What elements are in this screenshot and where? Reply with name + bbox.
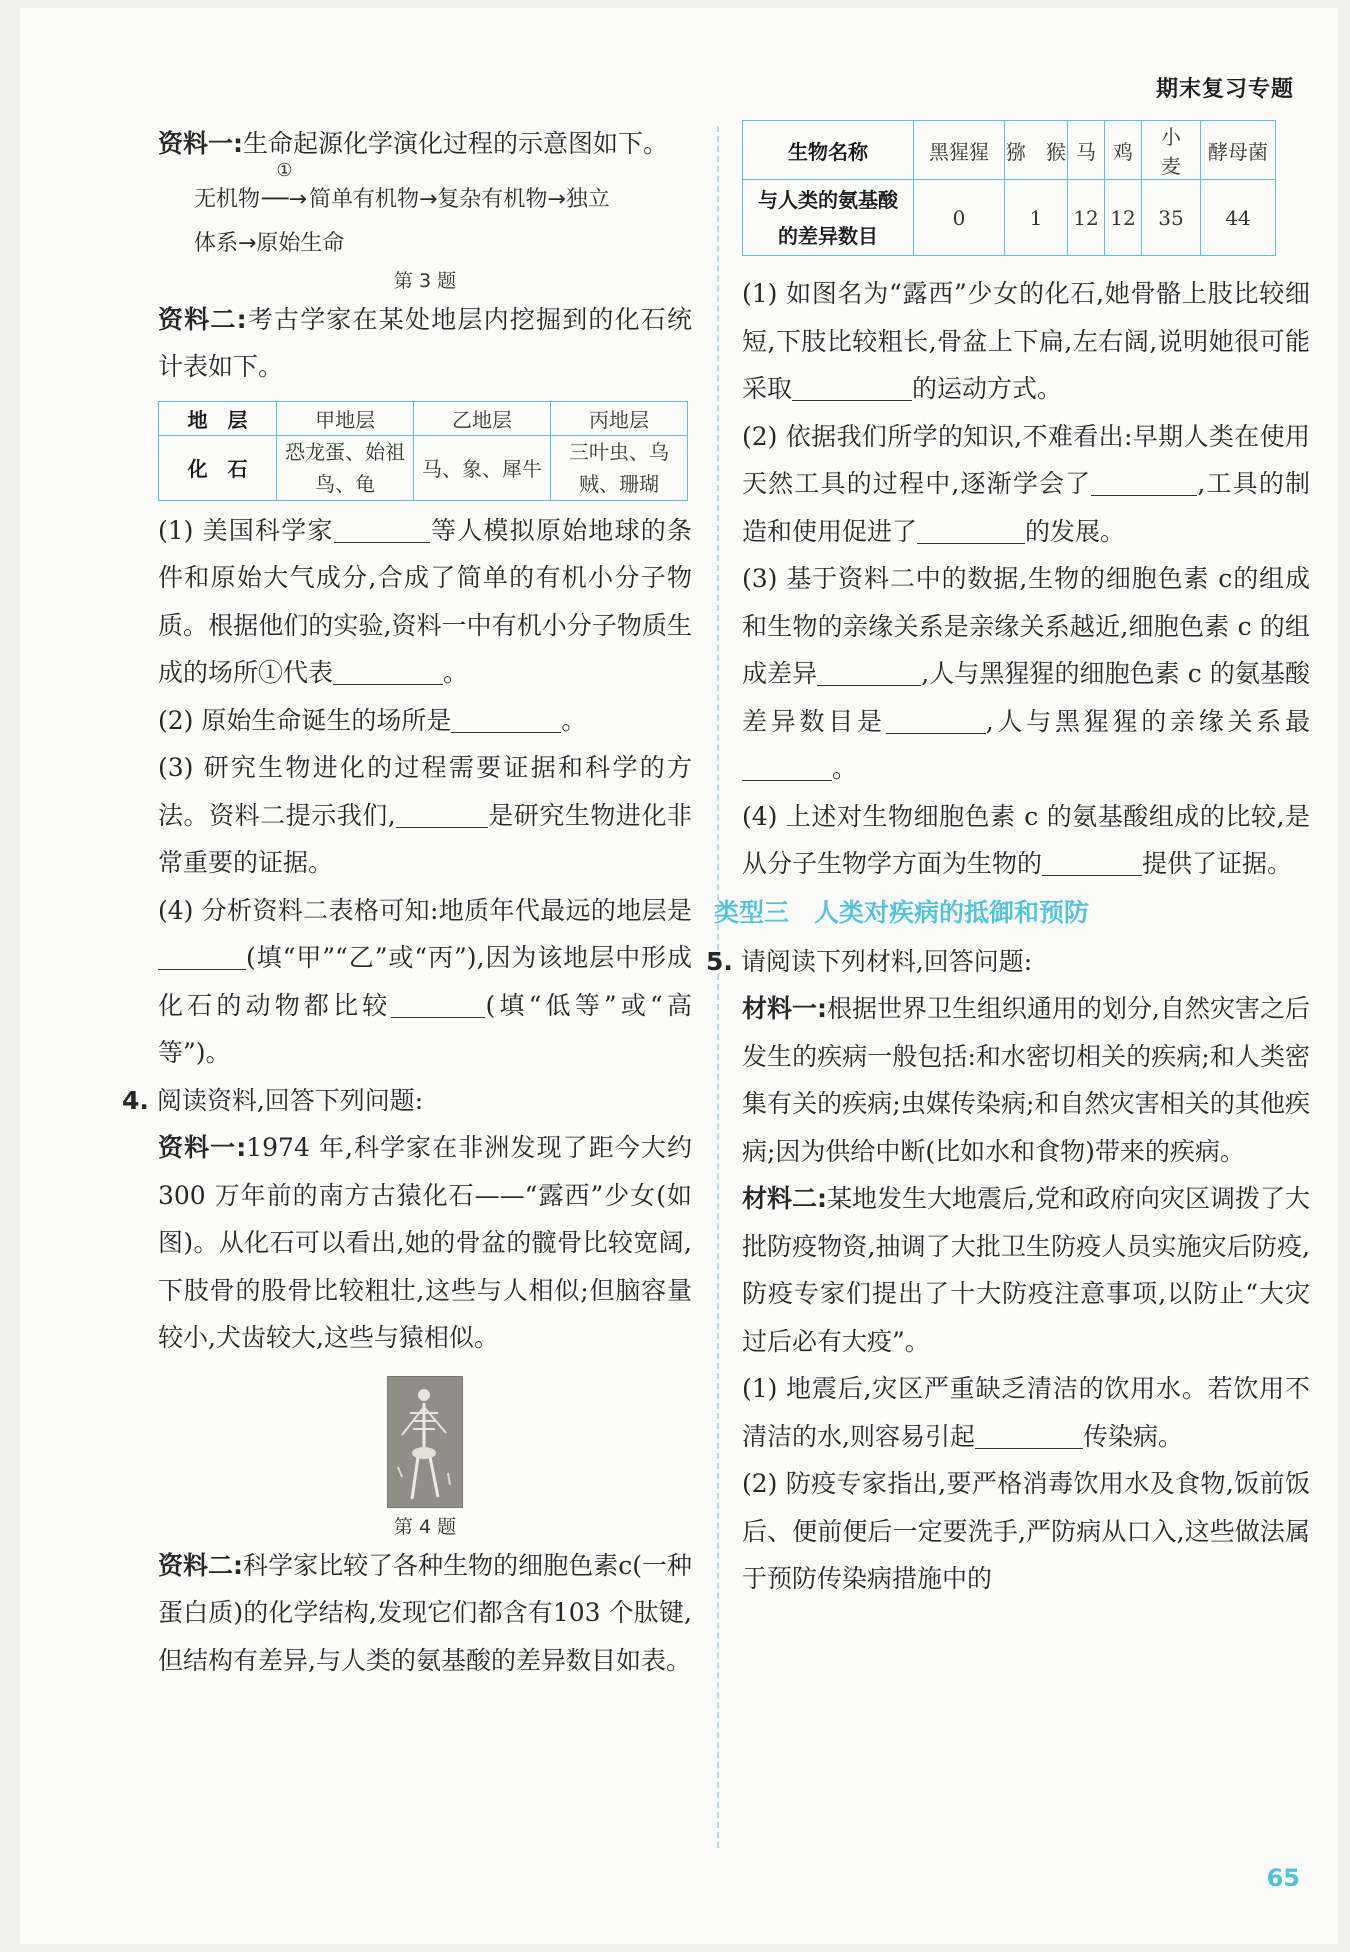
left-column [122, 120, 693, 1684]
q4-part-1 [742, 270, 1310, 413]
flow-rest: 简单有机物→复杂有机物→独立 [308, 186, 610, 212]
text: (4) 上述对生物细胞色素 c 的氨基酸组成的比较,是从分子生物学方面为生物的 [742, 801, 1310, 878]
q4-part-3 [742, 555, 1310, 793]
text: 等人模拟原始地球的条件和原始大气成分,合成了简单的有机小分子物质。根据他们的实验,资料一中有机小分子物质生成的场所①代表 [158, 515, 692, 687]
text: (3) 研究生物进化的过程需要证据和科学的方法。资料二提示我们, [158, 753, 692, 830]
amino-acid-difference-table [742, 120, 1276, 256]
right-column [706, 120, 1311, 1603]
table-cell-organism: 鸡 [1105, 121, 1142, 180]
table-cell-organism: 酵母菌 [1201, 121, 1276, 180]
page-header-title: 期末复习专题 [1155, 77, 1294, 102]
material-text: 生命起源化学演化过程的示意图如下。 [243, 129, 669, 158]
table-header-cell: 地 层 [159, 401, 277, 435]
material-label: 资料二: [158, 304, 247, 334]
flow-line-2: 体系→原始生命 [194, 230, 345, 256]
table-cell-value: 12 [1105, 180, 1142, 256]
text: (4) 分析资料二表格可知:地质年代最远的地层是 [158, 895, 692, 925]
material-label: 资料二: [158, 1550, 244, 1580]
table-header-cell: 化 石 [159, 435, 277, 500]
table-cell-fossil: 马、象、犀牛 [414, 435, 551, 500]
q4-material-1 [158, 1124, 692, 1362]
material-text: 科学家比较了各种生物的细胞色素c(一种蛋白质)的化学结构,发现它们都含有103 个肽键,但结构有差异,与人类的氨基酸的差异数目如表。 [158, 1550, 693, 1675]
question-stem: 阅读资料,回答下列问题: [156, 1085, 424, 1115]
lucy-fossil-figure [387, 1376, 463, 1508]
answer-blank[interactable] [158, 968, 246, 970]
table-cell-value: 35 [1142, 180, 1201, 256]
text: 提供了证据。 [1142, 849, 1293, 878]
q5-part-2 [742, 1460, 1310, 1603]
answer-blank[interactable] [1042, 874, 1142, 876]
q3-part-3 [158, 744, 692, 887]
answer-blank[interactable] [391, 1016, 485, 1018]
table-cell-organism: 小 麦 [1142, 121, 1201, 180]
table-cell-layer: 乙地层 [414, 401, 551, 435]
text: (填“低等”或“高等”)。 [158, 990, 692, 1067]
flow-start: 无机物 [194, 186, 261, 212]
table-header-cell: 与人类的氨基酸的差异数目 [743, 180, 914, 256]
q3-material-1 [158, 120, 692, 168]
answer-blank[interactable] [396, 826, 488, 828]
q4-stem [122, 1077, 692, 1125]
q3-part-4 [158, 887, 692, 1077]
q4-part-2 [742, 413, 1310, 556]
table-cell-fossil: 恐龙蛋、始祖鸟、龟 [277, 435, 414, 500]
table-header-cell: 生物名称 [743, 121, 914, 180]
question-stem: 请阅读下列材料,回答问题: [740, 946, 1033, 976]
table-cell-layer: 甲地层 [277, 401, 414, 435]
answer-blank[interactable] [742, 779, 832, 781]
material-label: 材料二: [742, 1184, 828, 1213]
text: (1) 地震后,灾区严重缺乏清洁的饮用水。若饮用不清洁的水,则容易引起 [742, 1374, 1310, 1451]
text: (3) 基于资料二中的数据,生物的细胞色素 c的组成和生物的亲缘关系是亲缘关系越近,细胞色素 c 的组成差异 [742, 564, 1310, 688]
evolution-flow-diagram [194, 159, 692, 266]
q3-part-2 [158, 697, 692, 745]
material-text: 1974 年,科学家在非洲发现了距今大约 300 万年前的南方古猿化石——“露西”少女(如图)。从化石可以看出,她的骨盆的髋骨比较宽阔,下肢骨的股骨比较粗壮,这些与人相似;但脑容量较小,犬齿较大,这些与猿相似。 [158, 1133, 692, 1352]
answer-blank[interactable] [917, 542, 1025, 544]
text: (填“甲”“乙”或“丙”),因为该地层中形成化石的动物都比较 [158, 943, 692, 1020]
question-number: 4. [122, 1085, 149, 1115]
text: 。 [443, 658, 469, 687]
text: (2) 原始生命诞生的场所是 [158, 705, 452, 735]
table-cell-organism: 马 [1068, 121, 1105, 180]
material-label: 资料一: [158, 129, 243, 158]
answer-blank[interactable] [334, 541, 430, 543]
table-cell-organism: 黑猩猩 [914, 121, 1005, 180]
answer-blank[interactable] [886, 732, 986, 734]
answer-blank[interactable] [792, 399, 912, 401]
answer-blank[interactable] [817, 684, 921, 686]
table-cell-value: 12 [1068, 180, 1105, 256]
text: (1) 美国科学家 [158, 515, 334, 545]
section-title: 类型三 人类对疾病的抵御和预防 [714, 897, 1090, 927]
q5-material-2 [742, 1175, 1310, 1365]
text: 。 [832, 754, 858, 783]
text: 。 [561, 705, 587, 735]
answer-blank[interactable] [333, 683, 443, 685]
q5-material-1 [742, 985, 1310, 1175]
text: (2) 依据我们所学的知识,不难看出:早期人类在使用天然工具的过程中,逐渐学会了 [742, 421, 1310, 498]
skeleton-icon [388, 1377, 462, 1507]
answer-blank[interactable] [975, 1447, 1083, 1449]
table-cell-value: 1 [1005, 180, 1068, 256]
q3-material-2 [158, 296, 692, 391]
material-text: 考古学家在某处地层内挖掘到的化石统计表如下。 [158, 304, 692, 381]
text: 传染病。 [1082, 1421, 1183, 1451]
material-label: 材料一: [742, 994, 828, 1023]
figure-caption-3: 第 3 题 [393, 269, 457, 292]
answer-blank[interactable] [1091, 494, 1197, 496]
table-cell-organism: 猕 猴 [1005, 121, 1068, 180]
text: ,人与黑猩猩的亲缘关系最 [985, 706, 1310, 736]
text: ,工具的制造和使用促进了 [742, 469, 1310, 546]
fossil-table [158, 401, 688, 501]
material-text: 某地发生大地震后,党和政府向灾区调拨了大批防疫物资,抽调了大批卫生防疫人员实施灾后防疫,防疫专家们提出了十大防疫注意事项,以防止“大灾过后必有大疫”。 [742, 1184, 1311, 1356]
material-label: 资料一: [158, 1133, 247, 1162]
q3-part-1 [158, 507, 692, 697]
page-number: 65 [1266, 1864, 1300, 1892]
text: 是研究生物进化非常重要的证据。 [158, 800, 692, 877]
material-text: 根据世界卫生组织通用的划分,自然灾害之后发生的疾病一般包括:和水密切相关的疾病;和人类密集有关的疾病;虫媒传染病;和自然灾害相关的其他疾病;因为供给中断(比如水和食物)带来的疾病。 [742, 994, 1311, 1166]
table-cell-value: 0 [914, 180, 1005, 256]
text: 的发展。 [1025, 516, 1126, 546]
table-cell-layer: 丙地层 [551, 401, 688, 435]
flow-arrow-1: ① ──→ [262, 159, 307, 212]
worksheet-page [20, 8, 1338, 1944]
q4-part-4 [742, 793, 1310, 888]
q5-part-1 [742, 1365, 1310, 1460]
table-cell-fossil: 三叶虫、乌贼、珊瑚 [551, 435, 688, 500]
flow-marker: ① [276, 159, 293, 181]
text: ,人与黑猩猩的细胞色素 c 的氨基酸差异数目是 [742, 659, 1310, 736]
text: (1) 如图名为“露西”少女的化石,她骨骼上肢比较细短,下肢比较粗长,骨盆上下扁,左右阔,说明她很可能采取 [742, 279, 1310, 403]
q4-material-2 [158, 1542, 692, 1685]
text: 的运动方式。 [912, 374, 1063, 403]
table-cell-value: 44 [1201, 180, 1276, 256]
q5-stem [706, 938, 1310, 986]
column-divider [717, 126, 719, 1848]
answer-blank[interactable] [451, 731, 561, 733]
figure-caption-4: 第 4 题 [393, 1515, 457, 1538]
question-number: 5. [706, 946, 733, 976]
text: (2) 防疫专家指出,要严格消毒饮用水及食物,饭前饭后、便前便后一定要洗手,严防病从口入,这些做法属于预防传染病措施中的 [742, 1469, 1310, 1593]
